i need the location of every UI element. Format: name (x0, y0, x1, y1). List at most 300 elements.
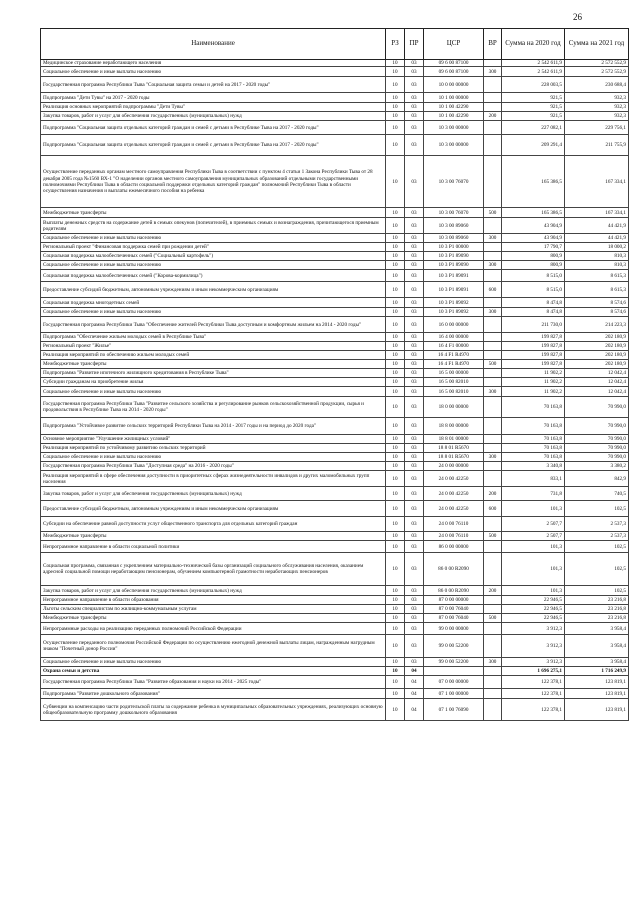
cell-vr: 200 (484, 112, 502, 121)
table-row (41, 462, 629, 471)
cell-rz: 10 (386, 501, 405, 517)
cell-vr: 600 (484, 282, 502, 298)
cell-pr: 03 (405, 462, 424, 471)
cell-rz: 10 (386, 77, 405, 93)
cell-csr: 99 0 00 52200 (424, 635, 484, 658)
cell-sum-2021: 102,5 (565, 586, 629, 596)
cell-rz: 10 (386, 689, 405, 699)
cell-name: Закупка товаров, работ и услуг для обеспечения государственных (муниципальных) нужд (41, 586, 386, 596)
cell-vr (484, 121, 502, 135)
cell-sum-2021: 932,3 (565, 103, 629, 112)
cell-vr (484, 60, 502, 67)
cell-csr: 10 3 P1 89091 (424, 282, 484, 298)
cell-pr: 03 (405, 218, 424, 234)
cell-csr: 87 0 00 76040 (424, 605, 484, 614)
cell-csr: 24 0 00 42250 (424, 487, 484, 501)
table-row (41, 586, 629, 596)
table-row (41, 135, 629, 156)
cell-pr: 04 (405, 689, 424, 699)
cell-sum-2020: 921,5 (502, 103, 565, 112)
cell-sum-2020: 921,5 (502, 93, 565, 103)
cell-name: Субсидии гражданам на приобретение жилья (41, 378, 386, 387)
cell-pr: 03 (405, 121, 424, 135)
cell-rz: 10 (386, 121, 405, 135)
table-row (41, 596, 629, 605)
cell-pr: 03 (405, 261, 424, 270)
cell-sum-2020: 22 946,5 (502, 614, 565, 623)
cell-vr (484, 252, 502, 261)
cell-sum-2021: 932,3 (565, 93, 629, 103)
cell-name: Социальное обеспечение и иные выплаты населению (41, 387, 386, 397)
cell-sum-2020: 209 291,4 (502, 135, 565, 156)
cell-pr: 03 (405, 444, 424, 453)
cell-sum-2020: 227 082,1 (502, 121, 565, 135)
cell-name: Закупка товаров, работ и услуг для обеспечения государственных (муниципальных) нужд (41, 487, 386, 501)
cell-rz: 10 (386, 333, 405, 342)
cell-name: Социальное обеспечение и иные выплаты населению (41, 234, 386, 243)
cell-vr: 200 (484, 586, 502, 596)
cell-vr: 200 (484, 487, 502, 501)
table-row (41, 378, 629, 387)
cell-sum-2021: 202 180,9 (565, 351, 629, 360)
cell-name: Социальная поддержка малообеспеченных семей ("Корова-кормилица") (41, 270, 386, 282)
cell-name: Социальное обеспечение и иные выплаты населению (41, 658, 386, 667)
table-row (41, 635, 629, 658)
cell-csr: 10 3 P1 89090 (424, 252, 484, 261)
cell-vr (484, 418, 502, 435)
cell-sum-2021: 3 958,4 (565, 658, 629, 667)
cell-csr: 86 0 00 R2090 (424, 553, 484, 586)
cell-sum-2020: 17 790,7 (502, 243, 565, 252)
cell-pr: 03 (405, 471, 424, 487)
cell-vr (484, 435, 502, 444)
cell-vr (484, 103, 502, 112)
cell-name: Субвенции на компенсацию части родительской платы за содержание ребенка в муниципальных образовательных учреждениях, реализующих основную общеобразовательную программу дошкольного образования (41, 699, 386, 721)
cell-csr (424, 667, 484, 676)
cell-csr: 16 4 F1 00000 (424, 342, 484, 351)
cell-vr (484, 93, 502, 103)
cell-rz: 10 (386, 462, 405, 471)
cell-sum-2021: 23 216,8 (565, 596, 629, 605)
cell-vr (484, 444, 502, 453)
cell-name: Социальная поддержка малообеспеченных семей ("Социальный картофель") (41, 252, 386, 261)
cell-sum-2020: 228 003,5 (502, 77, 565, 93)
cell-sum-2021: 2 537,3 (565, 532, 629, 541)
table-row (41, 487, 629, 501)
table-row (41, 532, 629, 541)
cell-sum-2020: 11 902,2 (502, 378, 565, 387)
cell-csr: 18 8 00 00000 (424, 418, 484, 435)
cell-csr: 10 3 P1 89090 (424, 261, 484, 270)
cell-name: Социальное обеспечение и иные выплаты населению (41, 67, 386, 77)
cell-csr: 10 3 00 00000 (424, 121, 484, 135)
cell-vr (484, 605, 502, 614)
cell-vr (484, 623, 502, 635)
cell-pr: 03 (405, 623, 424, 635)
cell-pr: 03 (405, 435, 424, 444)
cell-sum-2021: 3 958,4 (565, 635, 629, 658)
cell-sum-2021: 214 223,3 (565, 317, 629, 333)
cell-rz: 10 (386, 282, 405, 298)
cell-rz: 10 (386, 614, 405, 623)
cell-sum-2020: 11 902,2 (502, 387, 565, 397)
cell-sum-2021: 70 990,0 (565, 418, 629, 435)
cell-pr: 03 (405, 369, 424, 378)
cell-sum-2020: 3 912,3 (502, 623, 565, 635)
cell-csr: 10 3 00 00000 (424, 135, 484, 156)
cell-sum-2021: 70 990,0 (565, 435, 629, 444)
cell-rz: 10 (386, 60, 405, 67)
cell-sum-2021: 1 716 249,9 (565, 667, 629, 676)
cell-vr: 500 (484, 532, 502, 541)
cell-rz: 10 (386, 435, 405, 444)
cell-pr: 03 (405, 333, 424, 342)
cell-pr: 03 (405, 397, 424, 418)
cell-vr (484, 553, 502, 586)
cell-rz: 10 (386, 596, 405, 605)
cell-rz: 10 (386, 261, 405, 270)
cell-name: Межбюджетные трансферты (41, 208, 386, 218)
table-row (41, 282, 629, 298)
table-row (41, 308, 629, 317)
cell-vr: 300 (484, 261, 502, 270)
header-csr: ЦСР (424, 29, 484, 60)
cell-vr (484, 635, 502, 658)
cell-sum-2021: 2 572 552,9 (565, 60, 629, 67)
table-row (41, 658, 629, 667)
cell-name: Межбюджетные трансферты (41, 532, 386, 541)
cell-vr: 500 (484, 208, 502, 218)
cell-rz: 10 (386, 378, 405, 387)
cell-name: Региональный проект "Финансовая поддержка семей при рождении детей" (41, 243, 386, 252)
cell-pr: 03 (405, 378, 424, 387)
cell-name: Льготы сельским специалистам по жилищно-коммунальным услугам (41, 605, 386, 614)
cell-csr: 10 3 00 89060 (424, 218, 484, 234)
table-row (41, 444, 629, 453)
cell-csr: 16 4 F1 R4970 (424, 351, 484, 360)
cell-csr: 10 3 P1 89091 (424, 270, 484, 282)
budget-table (40, 28, 629, 721)
table-row (41, 614, 629, 623)
cell-rz: 10 (386, 67, 405, 77)
cell-rz: 10 (386, 676, 405, 689)
cell-rz: 10 (386, 308, 405, 317)
cell-pr: 03 (405, 234, 424, 243)
cell-vr (484, 298, 502, 308)
table-row (41, 397, 629, 418)
cell-sum-2021: 70 990,0 (565, 397, 629, 418)
cell-sum-2020: 8 515,0 (502, 282, 565, 298)
cell-sum-2021: 12 042,4 (565, 369, 629, 378)
cell-rz: 10 (386, 453, 405, 462)
cell-vr (484, 676, 502, 689)
cell-csr: 16 5 00 00000 (424, 369, 484, 378)
cell-name: Предоставление субсидий бюджетным, автономным учреждениям и иным некоммерческим организациям (41, 282, 386, 298)
cell-pr: 03 (405, 208, 424, 218)
cell-pr: 03 (405, 517, 424, 532)
cell-sum-2021: 230 688,4 (565, 77, 629, 93)
cell-csr: 18 8 01 00000 (424, 435, 484, 444)
header-rz: РЗ (386, 29, 405, 60)
cell-name: Подпрограмма "Социальная защита отдельных категорий граждан и семей с детьми в Республике Тыва на 2017 - 2020 годы" (41, 121, 386, 135)
cell-rz: 10 (386, 156, 405, 208)
cell-sum-2021: 123 819,1 (565, 689, 629, 699)
cell-rz: 10 (386, 369, 405, 378)
cell-rz: 10 (386, 517, 405, 532)
cell-vr (484, 596, 502, 605)
cell-sum-2020: 211 730,0 (502, 317, 565, 333)
cell-name: Реализация основных мероприятий подпрограммы "Дети Тувы" (41, 103, 386, 112)
cell-sum-2021: 810,3 (565, 261, 629, 270)
cell-vr (484, 317, 502, 333)
cell-sum-2020: 165 386,5 (502, 208, 565, 218)
cell-name: Подпрограмма "Развитие ипотечного жилищного кредитования в Республике Тыва" (41, 369, 386, 378)
cell-name: Осуществление переданных органам местного самоуправления Республики Тыва в соответствии с пунктом 4 статьи 1 Закона Республики Тыва от 28 декабря 2005 года №1560 ВХ-1 "О наделении органов местного самоуправления муниципальных образований отдельными государственными полномочиями Республики Тыва в области социальной поддержки отдельных категорий граждан" полномочий Республики Тыва в области осуществления назначения и выплаты ежемесячного пособия на ребенка (41, 156, 386, 208)
cell-pr: 04 (405, 676, 424, 689)
cell-name: Осуществление переданного полномочия Российской Федерации по осуществлению ежегодной денежной выплаты лицам, награжденным нагрудным знаком "Почетный донор России" (41, 635, 386, 658)
cell-csr: 07 1 00 76090 (424, 699, 484, 721)
cell-rz: 10 (386, 103, 405, 112)
cell-csr: 10 1 00 00000 (424, 93, 484, 103)
cell-vr (484, 333, 502, 342)
cell-pr: 03 (405, 596, 424, 605)
cell-pr: 03 (405, 553, 424, 586)
cell-sum-2020: 70 163,8 (502, 453, 565, 462)
cell-csr: 24 0 00 76110 (424, 517, 484, 532)
cell-sum-2020: 70 163,8 (502, 435, 565, 444)
table-row (41, 342, 629, 351)
cell-rz: 10 (386, 298, 405, 308)
cell-sum-2021: 123 819,1 (565, 699, 629, 721)
cell-vr (484, 270, 502, 282)
table-row (41, 252, 629, 261)
cell-vr (484, 378, 502, 387)
cell-csr: 09 6 00 87100 (424, 67, 484, 77)
cell-vr: 500 (484, 360, 502, 369)
cell-sum-2020: 43 904,9 (502, 234, 565, 243)
cell-pr: 03 (405, 387, 424, 397)
cell-pr: 03 (405, 605, 424, 614)
cell-name: Реализация мероприятий по устойчивому развитию сельских территорий (41, 444, 386, 453)
cell-pr: 03 (405, 270, 424, 282)
header-vr: ВР (484, 29, 502, 60)
cell-vr: 300 (484, 658, 502, 667)
cell-name: Государственная программа Республики Тыва "Социальная защита семьи и детей на 2017 - 2020 годы" (41, 77, 386, 93)
cell-csr: 24 0 00 42250 (424, 501, 484, 517)
cell-csr: 18 0 00 00000 (424, 397, 484, 418)
cell-rz: 10 (386, 208, 405, 218)
cell-vr (484, 397, 502, 418)
header-sum-2020: Сумма на 2020 год (502, 29, 565, 60)
table-row (41, 369, 629, 378)
cell-csr: 16 4 00 00000 (424, 333, 484, 342)
cell-rz: 10 (386, 351, 405, 360)
cell-sum-2020: 199 827,8 (502, 351, 565, 360)
cell-sum-2020: 122 378,1 (502, 689, 565, 699)
cell-vr (484, 243, 502, 252)
table-row (41, 121, 629, 135)
cell-sum-2020: 921,5 (502, 112, 565, 121)
cell-csr: 10 3 00 89060 (424, 234, 484, 243)
cell-sum-2021: 211 755,9 (565, 135, 629, 156)
table-row (41, 234, 629, 243)
cell-rz: 10 (386, 270, 405, 282)
cell-rz: 10 (386, 541, 405, 553)
cell-pr: 03 (405, 77, 424, 93)
cell-csr: 10 1 00 42290 (424, 112, 484, 121)
cell-sum-2020: 8 474,8 (502, 308, 565, 317)
cell-vr: 300 (484, 67, 502, 77)
cell-name: Подпрограмма "Устойчивое развитие сельских территорий Республики Тыва на 2014 - 2017 годы и на период до 2020 года" (41, 418, 386, 435)
cell-pr: 03 (405, 351, 424, 360)
table-row (41, 418, 629, 435)
cell-sum-2020: 2 542 611,9 (502, 60, 565, 67)
cell-rz: 10 (386, 605, 405, 614)
cell-rz: 10 (386, 252, 405, 261)
cell-rz: 10 (386, 418, 405, 435)
table-row (41, 208, 629, 218)
cell-name: Реализация мероприятий по обеспечению жильем молодых семей (41, 351, 386, 360)
cell-pr: 03 (405, 453, 424, 462)
cell-sum-2020: 2 542 611,9 (502, 67, 565, 77)
table-row (41, 317, 629, 333)
cell-rz: 10 (386, 586, 405, 596)
table-row (41, 435, 629, 444)
cell-sum-2020: 11 902,2 (502, 369, 565, 378)
cell-csr: 24 0 00 76110 (424, 532, 484, 541)
cell-csr: 86 0 00 00000 (424, 541, 484, 553)
cell-sum-2020: 22 946,5 (502, 605, 565, 614)
cell-sum-2021: 229 756,1 (565, 121, 629, 135)
header-sum-2021: Сумма на 2021 год (565, 29, 629, 60)
cell-rz: 10 (386, 342, 405, 351)
table-row (41, 699, 629, 721)
table-row (41, 298, 629, 308)
cell-sum-2020: 122 378,1 (502, 699, 565, 721)
cell-name: Государственная программа Республики Тыва "Обеспечение жителей Республики Тыва доступным и комфортным жильем на 2014 - 2020 годы" (41, 317, 386, 333)
cell-csr: 10 3 00 76070 (424, 156, 484, 208)
cell-rz: 10 (386, 553, 405, 586)
table-row (41, 623, 629, 635)
cell-rz: 10 (386, 317, 405, 333)
cell-sum-2020: 800,9 (502, 261, 565, 270)
cell-sum-2021: 12 042,4 (565, 378, 629, 387)
cell-rz: 10 (386, 667, 405, 676)
cell-sum-2021: 167 334,1 (565, 156, 629, 208)
table-row (41, 605, 629, 614)
table-row (41, 156, 629, 208)
cell-vr: 600 (484, 501, 502, 517)
table-row (41, 243, 629, 252)
cell-sum-2020: 3 340,8 (502, 462, 565, 471)
cell-sum-2020: 8 474,8 (502, 298, 565, 308)
cell-vr (484, 471, 502, 487)
cell-rz: 10 (386, 135, 405, 156)
cell-pr: 03 (405, 658, 424, 667)
table-row (41, 517, 629, 532)
table-row (41, 261, 629, 270)
cell-sum-2021: 2 572 552,9 (565, 67, 629, 77)
cell-name: Охрана семьи и детства (41, 667, 386, 676)
cell-sum-2021: 23 216,8 (565, 614, 629, 623)
cell-sum-2020: 101,3 (502, 541, 565, 553)
cell-vr: 300 (484, 387, 502, 397)
table-row (41, 93, 629, 103)
cell-sum-2020: 833,1 (502, 471, 565, 487)
cell-name: Социальное обеспечение и иные выплаты населению (41, 261, 386, 270)
cell-name: Субсидии на обеспечение равной доступности услуг общественного транспорта для отдельных категорий граждан (41, 517, 386, 532)
cell-sum-2020: 2 507,7 (502, 517, 565, 532)
cell-vr (484, 689, 502, 699)
cell-vr: 300 (484, 308, 502, 317)
cell-csr: 16 5 00 82010 (424, 378, 484, 387)
cell-pr: 03 (405, 586, 424, 596)
cell-sum-2021: 8 615,3 (565, 282, 629, 298)
cell-name: Непрограммное направление в области образования (41, 596, 386, 605)
cell-rz: 10 (386, 112, 405, 121)
cell-sum-2020: 101,3 (502, 586, 565, 596)
table-row (41, 103, 629, 112)
cell-sum-2021: 8 615,3 (565, 270, 629, 282)
cell-sum-2020: 199 827,8 (502, 360, 565, 369)
header-name: Наименование (41, 29, 386, 60)
cell-vr (484, 351, 502, 360)
cell-sum-2021: 842,9 (565, 471, 629, 487)
cell-vr: 300 (484, 453, 502, 462)
cell-vr (484, 667, 502, 676)
cell-sum-2021: 102,5 (565, 541, 629, 553)
cell-vr (484, 369, 502, 378)
cell-csr: 07 0 00 00000 (424, 676, 484, 689)
table-row (41, 77, 629, 93)
cell-sum-2020: 43 904,9 (502, 218, 565, 234)
cell-sum-2021: 44 421,9 (565, 218, 629, 234)
cell-name: Государственная программа Республики Тыва "Развитие образования и науки на 2014 - 2025 годы" (41, 676, 386, 689)
cell-name: Социальное обеспечение и иные выплаты населению (41, 453, 386, 462)
cell-sum-2021: 23 216,8 (565, 605, 629, 614)
cell-vr (484, 342, 502, 351)
cell-csr: 10 0 00 00000 (424, 77, 484, 93)
cell-csr: 10 1 00 42290 (424, 103, 484, 112)
cell-csr: 09 6 00 87100 (424, 60, 484, 67)
cell-sum-2020: 800,9 (502, 252, 565, 261)
table-row (41, 112, 629, 121)
table-row (41, 553, 629, 586)
cell-name: Межбюджетные трансферты (41, 614, 386, 623)
cell-csr: 10 3 00 76070 (424, 208, 484, 218)
cell-csr: 99 0 00 00000 (424, 623, 484, 635)
cell-name: Основное мероприятие "Улучшение жилищных условий" (41, 435, 386, 444)
table-row (41, 471, 629, 487)
cell-rz: 10 (386, 387, 405, 397)
table-row (41, 333, 629, 342)
cell-pr: 03 (405, 103, 424, 112)
cell-rz: 10 (386, 487, 405, 501)
cell-name: Предоставление субсидий бюджетным, автономным учреждениям и иным некоммерческим организациям (41, 501, 386, 517)
cell-rz: 10 (386, 218, 405, 234)
cell-pr: 03 (405, 252, 424, 261)
cell-csr: 18 8 01 R5670 (424, 453, 484, 462)
cell-csr: 24 0 00 42250 (424, 471, 484, 487)
cell-name: Государственная программа Республики Тыва "Доступная среда" на 2016 - 2020 годы" (41, 462, 386, 471)
cell-pr: 03 (405, 614, 424, 623)
cell-pr: 04 (405, 667, 424, 676)
cell-sum-2020: 165 386,5 (502, 156, 565, 208)
cell-csr: 87 0 00 00000 (424, 596, 484, 605)
cell-rz: 10 (386, 471, 405, 487)
cell-sum-2021: 18 000,2 (565, 243, 629, 252)
cell-vr (484, 218, 502, 234)
